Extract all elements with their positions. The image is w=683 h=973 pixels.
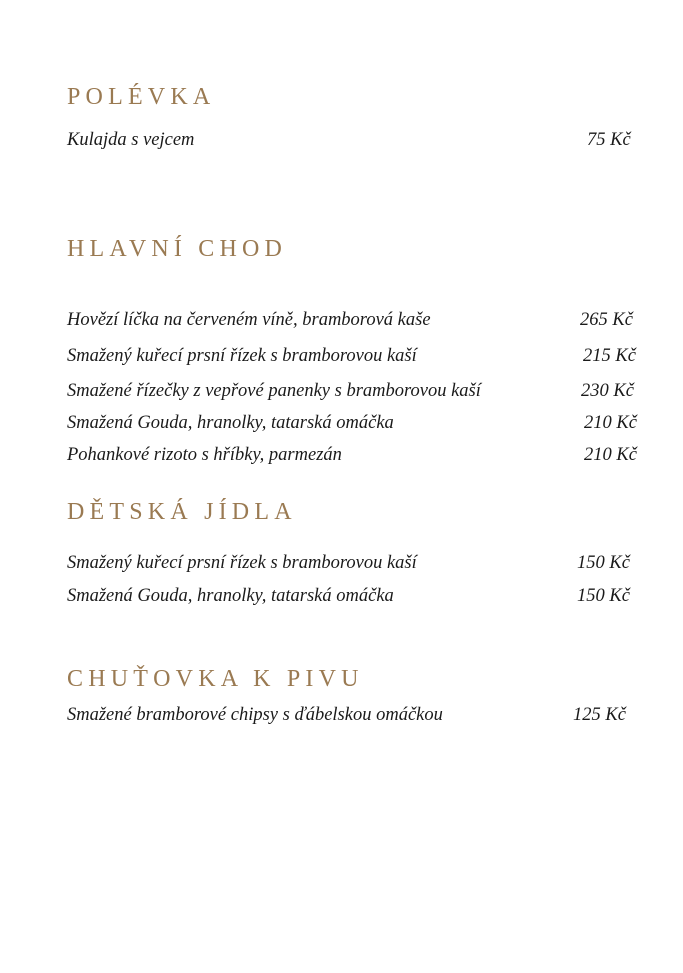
section-heading-main-course: HLAVNÍ CHOD bbox=[67, 236, 288, 262]
menu-item-name: Smažený kuřecí prsní řízek s bramborovou kaší bbox=[67, 553, 417, 573]
menu-item-price: 150 Kč bbox=[577, 553, 630, 573]
menu-item-name: Smažená Gouda, hranolky, tatarská omáčka bbox=[67, 586, 394, 606]
menu-item-name: Kulajda s vejcem bbox=[67, 130, 195, 150]
menu-item-price: 215 Kč bbox=[583, 346, 636, 366]
menu-item-name: Smažená Gouda, hranolky, tatarská omáčka bbox=[67, 413, 394, 433]
menu-item-price: 210 Kč bbox=[584, 445, 637, 465]
menu-item-name: Hovězí líčka na červeném víně, bramborová kaše bbox=[67, 310, 431, 330]
menu-item-price: 75 Kč bbox=[587, 130, 631, 150]
menu-item-name: Smažený kuřecí prsní řízek s bramborovou kaší bbox=[67, 346, 417, 366]
menu-item-price: 230 Kč bbox=[581, 381, 634, 401]
section-heading-beer-snack: CHUŤOVKA K PIVU bbox=[67, 666, 364, 692]
section-heading-soup: POLÉVKA bbox=[67, 84, 216, 110]
menu-item-price: 125 Kč bbox=[573, 705, 626, 725]
menu-item-price: 265 Kč bbox=[580, 310, 633, 330]
section-heading-kids-meals: DĚTSKÁ JÍDLA bbox=[67, 499, 297, 525]
menu-item-price: 210 Kč bbox=[584, 413, 637, 433]
menu-item-name: Smažené řízečky z vepřové panenky s bramborovou kaší bbox=[67, 381, 481, 401]
menu-item-price: 150 Kč bbox=[577, 586, 630, 606]
menu-item-name: Pohankové rizoto s hříbky, parmezán bbox=[67, 445, 342, 465]
menu-item-name: Smažené bramborové chipsy s ďábelskou omáčkou bbox=[67, 705, 443, 725]
